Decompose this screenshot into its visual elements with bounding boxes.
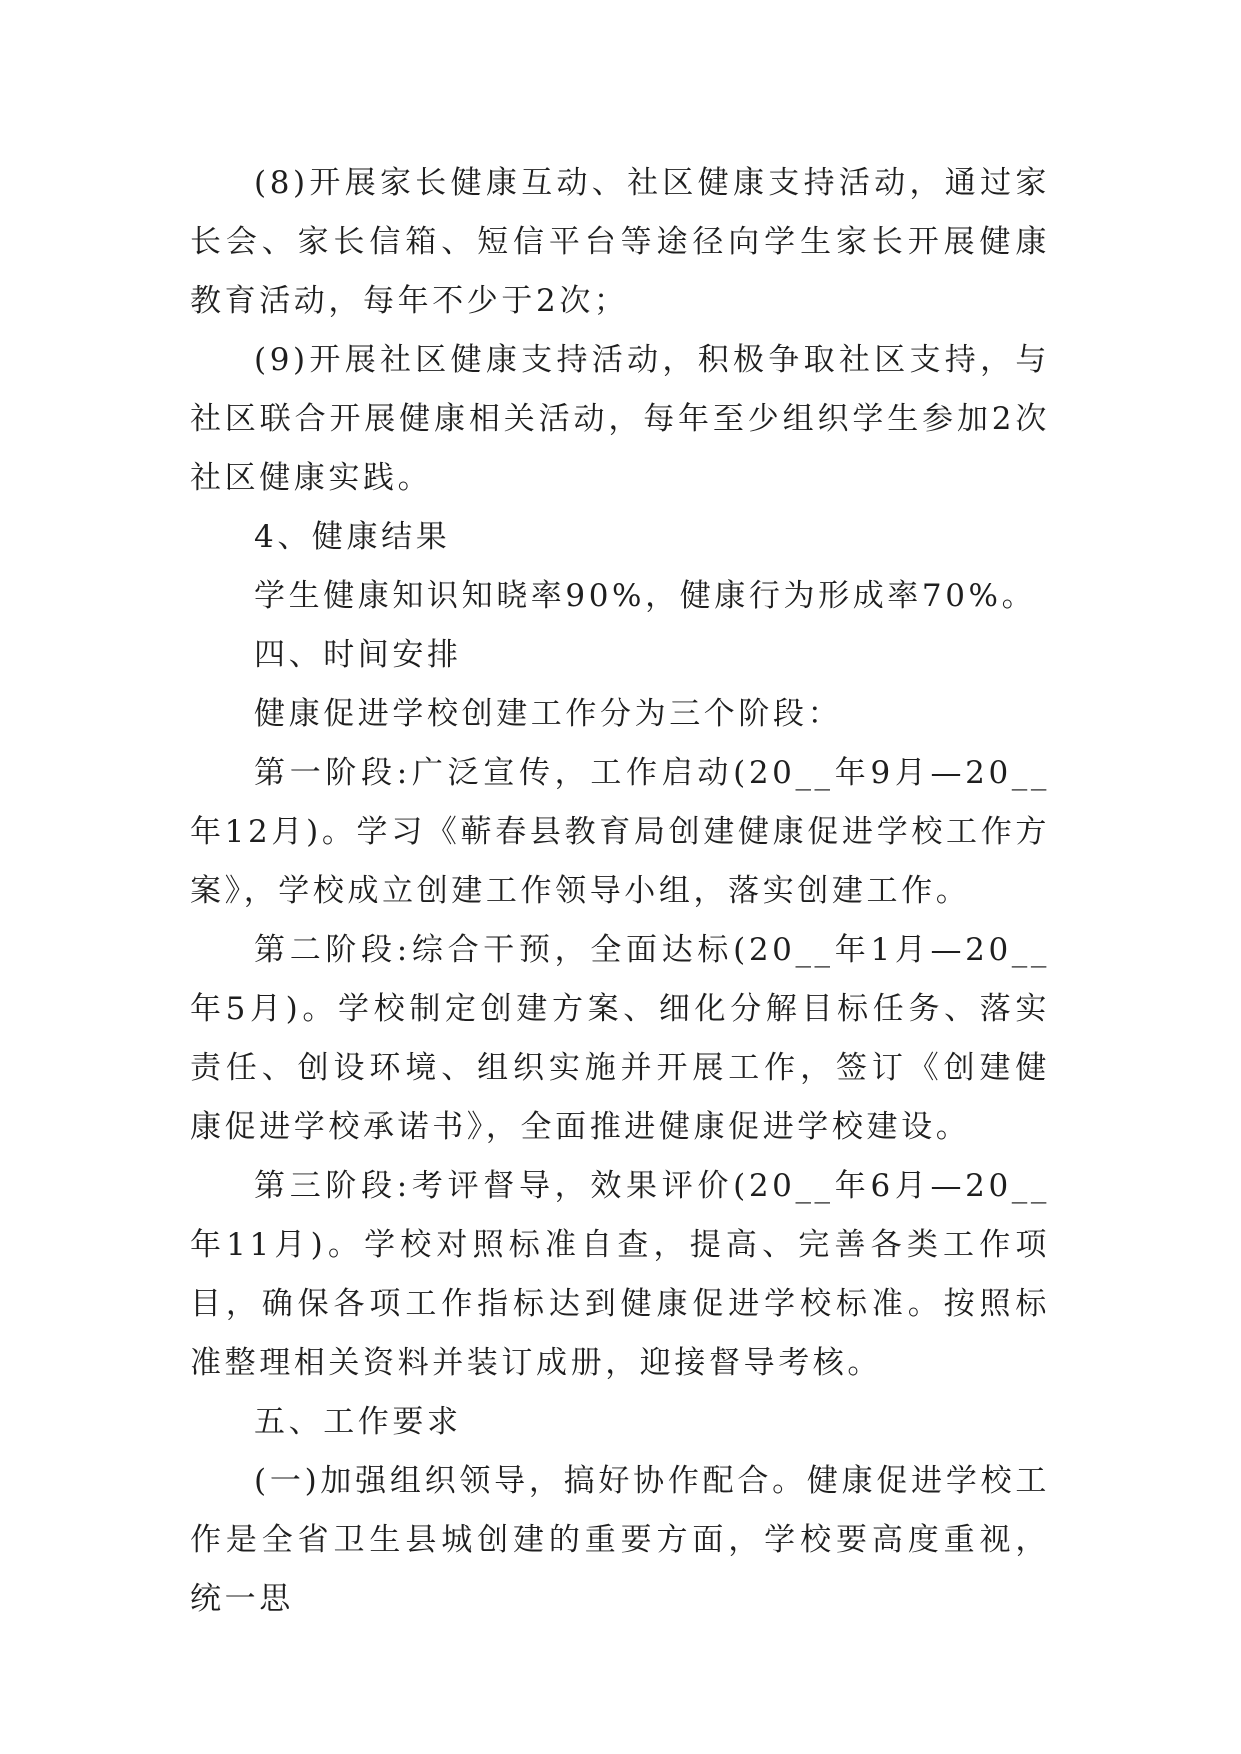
paragraph-phase-one: 第一阶段:广泛宣传，工作启动(20__年9月—20__年12月)。学习《蕲春县教育局创建健康促进学校工作方案》，学校成立创建工作领导小组，落实创建工作。 (190, 755, 1050, 909)
paragraph-phase-three: 第三阶段:考评督导，效果评价(20__年6月—20__年11月)。学校对照标准自查，提高、完善各类工作项目，确保各项工作指标达到健康促进学校标准。按照标准整理相关资料并装订成册，迎接督导考核。 (190, 1168, 1050, 1381)
document-body (190, 154, 1050, 1629)
paragraph-community-activities: (9)开展社区健康支持活动，积极争取社区支持，与社区联合开展健康相关活动，每年至少组织学生参加2次社区健康实践。 (190, 342, 1050, 496)
paragraph-three-phases: 健康促进学校创建工作分为三个阶段： (254, 696, 843, 732)
paragraph-phase-two: 第二阶段:综合干预，全面达标(20__年1月—20__年5月)。学校制定创建方案、细化分解目标任务、落实责任、创设环境、组织实施并开展工作，签订《创建健康促进学校承诺书》，全面推进健康促进学校建设。 (190, 932, 1050, 1145)
section-heading-work-requirements: 五、工作要求 (254, 1404, 462, 1440)
paragraph-health-rates: 学生健康知识知晓率90%，健康行为形成率70%。 (254, 578, 1037, 614)
section-heading-schedule: 四、时间安排 (254, 637, 462, 673)
section-heading-health-results: 4、健康结果 (254, 519, 451, 555)
paragraph-parent-activities: (8)开展家长健康互动、社区健康支持活动，通过家长会、家长信箱、短信平台等途径向学生家长开展健康教育活动，每年不少于2次； (190, 165, 1050, 319)
paragraph-organization-leadership: (一)加强组织领导，搞好协作配合。健康促进学校工作是全省卫生县城创建的重要方面，学校要高度重视，统一思 (190, 1463, 1050, 1617)
